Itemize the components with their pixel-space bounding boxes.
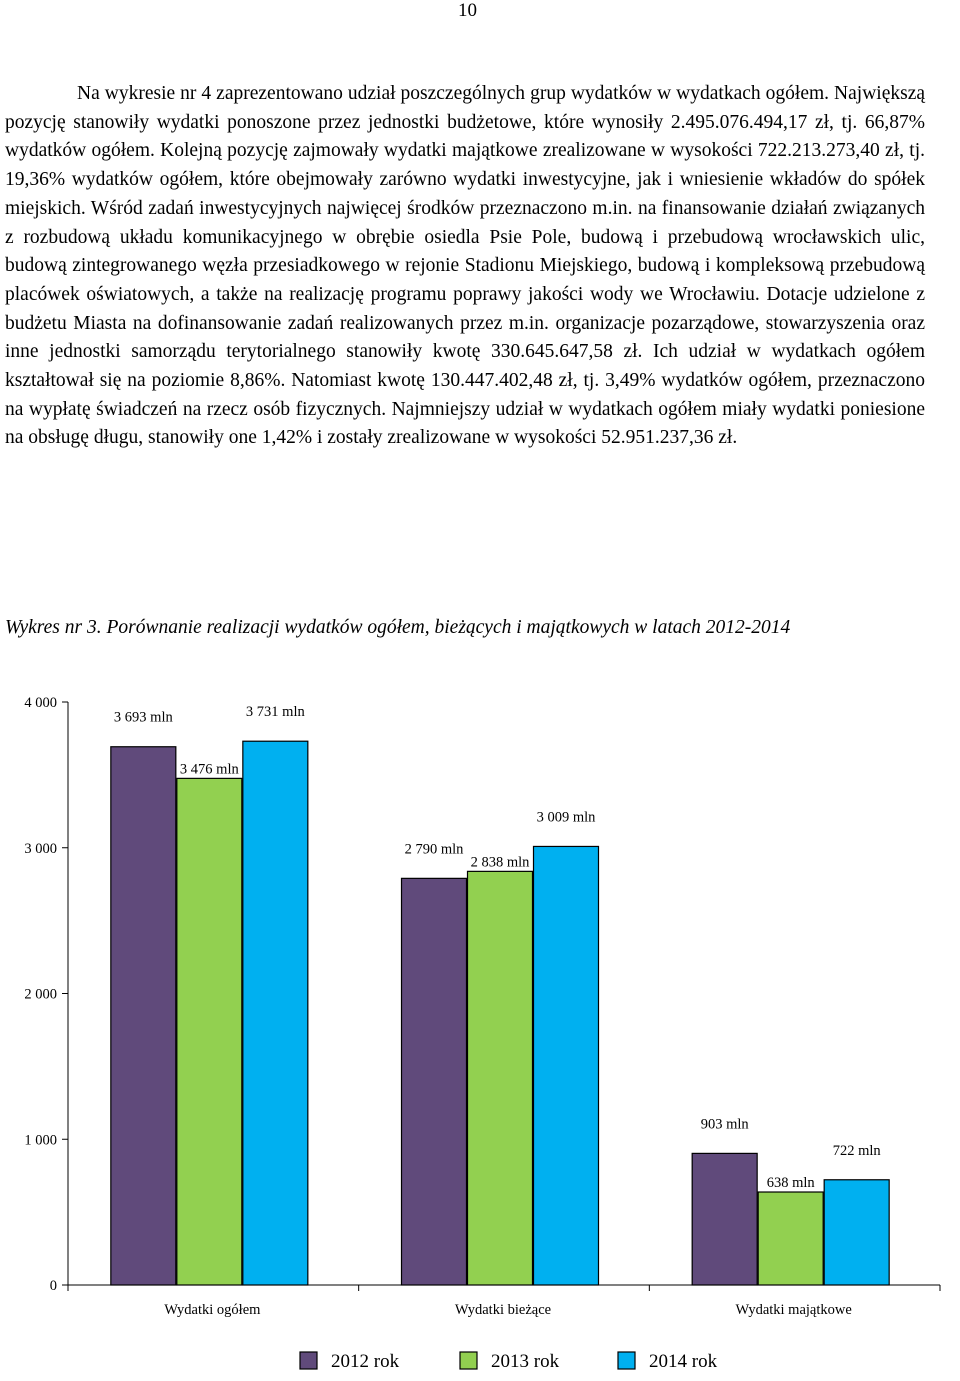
body-paragraph (5, 80, 925, 453)
bar (692, 1153, 757, 1285)
bar (468, 871, 533, 1285)
legend-swatch (300, 1352, 317, 1369)
bar-value-label: 3 476 mln (179, 761, 239, 778)
page-number: 10 (458, 0, 477, 21)
y-tick-label: 4 000 (24, 695, 57, 711)
bar (402, 878, 467, 1285)
expenditure-bar-chart (0, 680, 960, 1381)
bar (243, 741, 308, 1285)
y-tick-label: 1 000 (24, 1132, 57, 1149)
bar (111, 747, 176, 1285)
x-category-label: Wydatki majątkowe (735, 1302, 852, 1318)
bar-value-label: 2 790 mln (404, 841, 464, 858)
legend-label: 2013 rok (491, 1351, 560, 1372)
legend-label: 2014 rok (649, 1351, 718, 1372)
bar-value-label: 3 693 mln (113, 709, 173, 726)
bar (824, 1180, 889, 1285)
bar-value-label: 638 mln (766, 1175, 815, 1192)
x-category-label: Wydatki bieżące (454, 1302, 552, 1318)
bar-value-label: 3 731 mln (245, 704, 305, 721)
paragraph-text: Na wykresie nr 4 zaprezentowano udział poszczególnych grup wydatków w wydatkach ogółem. Największą pozycję stanowiły wydatki ponoszone przez jednostki budżetowe, które wynosiły 2.495.076.494,17 zł, tj. 66,87% wydatków ogółem. Kolejną pozycję zajmowały wydatki majątkowe zrealizowane w wysokości 722.213.273,40 zł, tj. 19,36% wydatków ogółem, które obejmowały zarówno wydatki inwestycyjne, jak i wniesienie wkładów do spółek miejskich. Wśród zadań inwestycyjnych najwięcej środków przeznaczono m.in. na finansowanie działań związanych z rozbudową układu komunikacyjnego w obrębie osiedla Psie Pole, budową i przebudową wrocławskich ulic, budową zintegrowanego węzła przesiadkowego w rejonie Stadionu Miejskiego, budową i kompleksową przebudową placówek oświatowych, a także na realizację programu poprawy jakości wody we Wrocławiu. Dotacje udzielone z budżetu Miasta na dofinansowanie zadań realizowanych przez m.in. organizacje pozarządowe, stowarzyszenia oraz inne jednostki samorządu terytorialnego stanowiły kwotę 330.645.647,58 zł. Ich udział w wydatkach ogółem kształtował się na poziomie 8,86%. Natomiast kwotę 130.447.402,48 zł, tj. 3,49% wydatków ogółem, przeznaczono na wypłatę świadczeń na rzecz osób fizycznych. Najmniejszy udział w wydatkach ogółem miały wydatki poniesione na obsługę długu, stanowiły one 1,42% i zostały zrealizowane w wysokości 52.951.237,36 zł. (5, 83, 925, 449)
x-category-label: Wydatki ogółem (164, 1302, 261, 1318)
bar-value-label: 722 mln (832, 1142, 881, 1159)
bar-value-label: 3 009 mln (536, 809, 596, 826)
bar (177, 778, 242, 1285)
legend-label: 2012 rok (331, 1351, 400, 1372)
y-tick-label: 2 000 (24, 986, 57, 1003)
bar-value-label: 903 mln (700, 1116, 749, 1133)
bar (758, 1192, 823, 1285)
y-tick-label: 3 000 (24, 840, 57, 857)
legend-swatch (618, 1352, 635, 1369)
chart-caption: Wykres nr 3. Porównanie realizacji wydatków ogółem, bieżących i majątkowych w latach 2012-2014 (5, 617, 791, 638)
bar (534, 846, 599, 1285)
bar-value-label: 2 838 mln (470, 854, 530, 871)
legend-swatch (460, 1352, 477, 1369)
y-tick-label: 0 (49, 1278, 57, 1294)
